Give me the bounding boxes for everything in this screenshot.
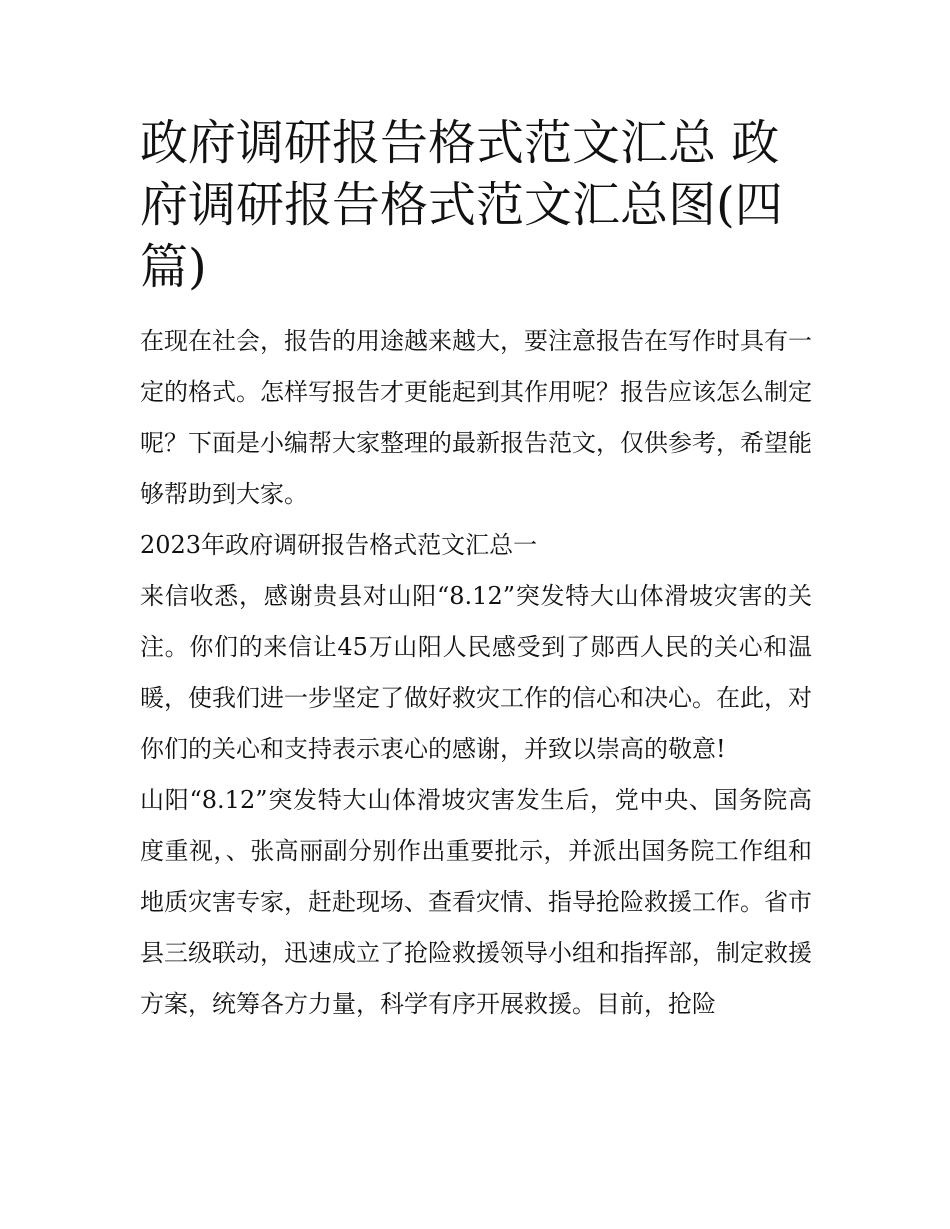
intro-paragraph: 在现在社会，报告的用途越来越大，要注意报告在写作时具有一定的格式。怎样写报告才更能起到其作用呢？报告应该怎么制定呢？下面是小编帮大家整理的最新报告范文，仅供参考，希望能够帮助到大家。 [140,327,812,508]
body-paragraph-2: 山阳“8.12”突发特大山体滑坡灾害发生后，党中央、国务院高度重视，、张高丽副分别作出重要批示，并派出国务院工作组和地质灾害专家，赶赴现场、查看灾情、指导抢险救援工作。省市县三级联动，迅速成立了抢险救援领导小组和指挥部，制定救援方案，统筹各方力量，科学有序开展救援。目前，抢险 [140,786,812,1018]
document-page [140,112,812,1030]
document-title: 政府调研报告格式范文汇总 政府调研报告格式范文汇总图(四篇) [140,115,783,295]
section-heading: 2023年政府调研报告格式范文汇总一 [140,531,538,559]
body-paragraph-1: 来信收悉，感谢贵县对山阳“8.12”突发特大山体滑坡灾害的关注。你们的来信让45万山阳人民感受到了郧西人民的关心和温暖，使我们进一步坚定了做好救灾工作的信心和决心。在此，对你们的关心和支持表示衷心的感谢，并致以崇高的敬意! [140,582,812,763]
